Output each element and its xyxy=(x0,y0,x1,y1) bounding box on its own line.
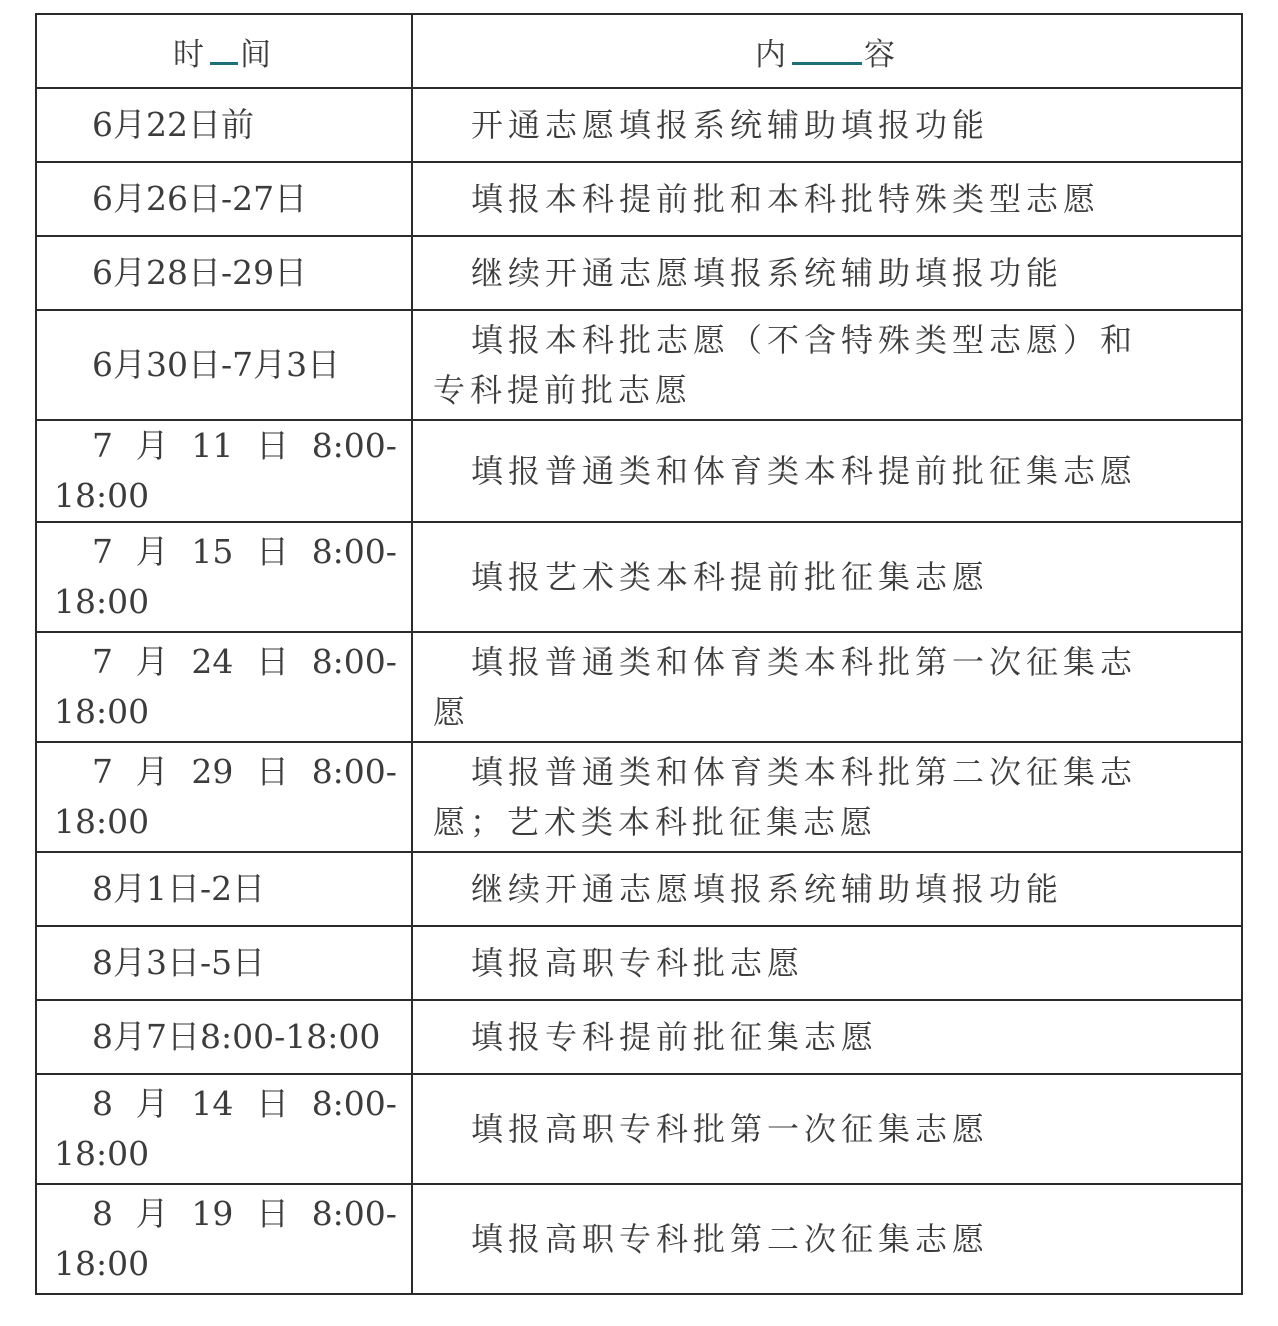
time-cell xyxy=(36,1000,412,1074)
time-line2: 18:00 xyxy=(54,692,150,731)
time-text: 8月7日8:00-18:00 xyxy=(92,1017,381,1056)
time-cell xyxy=(36,522,412,632)
time-cell xyxy=(36,88,412,162)
content-text: 填报本科提前批和本科批特殊类型志愿 xyxy=(471,180,1101,218)
time-part: 8:00- xyxy=(311,642,397,681)
content-cell xyxy=(412,1184,1242,1294)
content-cell xyxy=(412,852,1242,926)
table-row xyxy=(36,162,1242,236)
table-row xyxy=(36,852,1242,926)
table-row xyxy=(36,310,1242,420)
content-text: 填报高职专科批第一次征集志愿 xyxy=(471,1110,990,1148)
time-header-left: 时 xyxy=(173,36,208,73)
time-line1 xyxy=(54,1079,397,1129)
time-line2: 18:00 xyxy=(54,1244,150,1283)
time-part: 7 xyxy=(92,532,113,571)
content-cell xyxy=(412,420,1242,522)
time-header-right: 间 xyxy=(240,36,275,73)
time-part: 24 xyxy=(191,642,234,681)
time-part: 月 xyxy=(135,642,169,681)
content-text-line1: 填报普通类和体育类本科批第一次征集志 xyxy=(471,643,1138,681)
time-part: 8:00- xyxy=(311,1084,397,1123)
content-text: 继续开通志愿填报系统辅助填报功能 xyxy=(471,870,1064,908)
time-line1 xyxy=(54,1189,397,1239)
table-row xyxy=(36,926,1242,1000)
time-part: 月 xyxy=(135,532,169,571)
time-text: 6月26日-27日 xyxy=(92,179,308,218)
time-cell xyxy=(36,742,412,852)
content-text: 继续开通志愿填报系统辅助填报功能 xyxy=(471,254,1064,292)
content-text: 填报高职专科批志愿 xyxy=(471,944,805,982)
content-cell xyxy=(412,310,1242,420)
time-cell xyxy=(36,236,412,310)
time-part: 19 xyxy=(191,1194,234,1233)
time-part: 29 xyxy=(191,752,234,791)
time-text: 6月28日-29日 xyxy=(92,253,308,292)
time-cell xyxy=(36,632,412,742)
time-part: 月 xyxy=(135,1194,169,1233)
table-row xyxy=(36,522,1242,632)
time-part: 8:00- xyxy=(311,752,397,791)
content-cell xyxy=(412,88,1242,162)
content-cell xyxy=(412,162,1242,236)
time-line1 xyxy=(54,747,397,797)
time-cell xyxy=(36,1184,412,1294)
content-header xyxy=(412,14,1242,88)
time-line1 xyxy=(54,527,397,577)
time-part: 日 xyxy=(256,1084,290,1123)
content-text: 填报高职专科批第二次征集志愿 xyxy=(471,1220,990,1258)
content-cell xyxy=(412,742,1242,852)
content-cell xyxy=(412,522,1242,632)
time-line1 xyxy=(54,421,397,471)
time-part: 11 xyxy=(191,426,234,465)
time-part: 14 xyxy=(191,1084,234,1123)
header-row xyxy=(36,14,1242,88)
time-text: 6月30日-7月3日 xyxy=(92,345,341,384)
time-cell xyxy=(36,310,412,420)
time-cell xyxy=(36,852,412,926)
time-cell xyxy=(36,420,412,522)
content-cell xyxy=(412,1000,1242,1074)
table-row xyxy=(36,1184,1242,1294)
time-part: 8:00- xyxy=(311,426,397,465)
content-text: 填报艺术类本科提前批征集志愿 xyxy=(471,558,990,596)
content-text: 填报专科提前批征集志愿 xyxy=(471,1018,879,1056)
content-cell xyxy=(412,1074,1242,1184)
content-header-underline xyxy=(792,61,862,65)
time-part: 8 xyxy=(92,1084,113,1123)
content-text-line2: 专科提前批志愿 xyxy=(433,371,693,409)
time-line2: 18:00 xyxy=(54,802,150,841)
time-text: 8月1日-2日 xyxy=(92,869,266,908)
time-part: 8:00- xyxy=(311,1194,397,1233)
content-text: 开通志愿填报系统辅助填报功能 xyxy=(471,106,990,144)
time-part: 日 xyxy=(256,752,290,791)
time-header xyxy=(36,14,412,88)
content-text-line1: 填报本科批志愿（不含特殊类型志愿）和 xyxy=(471,321,1138,359)
table-row xyxy=(36,742,1242,852)
time-part: 日 xyxy=(256,642,290,681)
table-row xyxy=(36,632,1242,742)
content-text-line2: 愿 xyxy=(433,693,471,731)
content-header-left: 内 xyxy=(755,36,790,73)
time-part: 月 xyxy=(135,1084,169,1123)
table-row xyxy=(36,420,1242,522)
table-row xyxy=(36,1074,1242,1184)
time-part: 日 xyxy=(256,1194,290,1233)
content-cell xyxy=(412,632,1242,742)
time-part: 月 xyxy=(135,752,169,791)
time-part: 日 xyxy=(256,426,290,465)
time-line1 xyxy=(54,637,397,687)
time-text: 6月22日前 xyxy=(92,105,254,144)
content-text: 填报普通类和体育类本科提前批征集志愿 xyxy=(471,452,1138,490)
time-cell xyxy=(36,162,412,236)
time-part: 7 xyxy=(92,642,113,681)
time-line2: 18:00 xyxy=(54,582,150,621)
time-part: 月 xyxy=(135,426,169,465)
time-part: 7 xyxy=(92,426,113,465)
time-cell xyxy=(36,926,412,1000)
schedule-table xyxy=(35,13,1243,1295)
time-part: 8:00- xyxy=(311,532,397,571)
table-row xyxy=(36,88,1242,162)
content-text-line1: 填报普通类和体育类本科批第二次征集志 xyxy=(471,753,1138,791)
time-part: 日 xyxy=(256,532,290,571)
content-cell xyxy=(412,926,1242,1000)
time-part: 7 xyxy=(92,752,113,791)
time-part: 15 xyxy=(191,532,234,571)
time-text: 8月3日-5日 xyxy=(92,943,266,982)
time-part: 8 xyxy=(92,1194,113,1233)
time-line2: 18:00 xyxy=(54,1134,150,1173)
time-cell xyxy=(36,1074,412,1184)
table-row xyxy=(36,1000,1242,1074)
content-cell xyxy=(412,236,1242,310)
time-header-underline xyxy=(210,61,238,65)
content-header-right: 容 xyxy=(864,36,899,73)
time-line2: 18:00 xyxy=(54,476,150,515)
content-text-line2: 愿；艺术类本科批征集志愿 xyxy=(433,803,878,841)
table-row xyxy=(36,236,1242,310)
